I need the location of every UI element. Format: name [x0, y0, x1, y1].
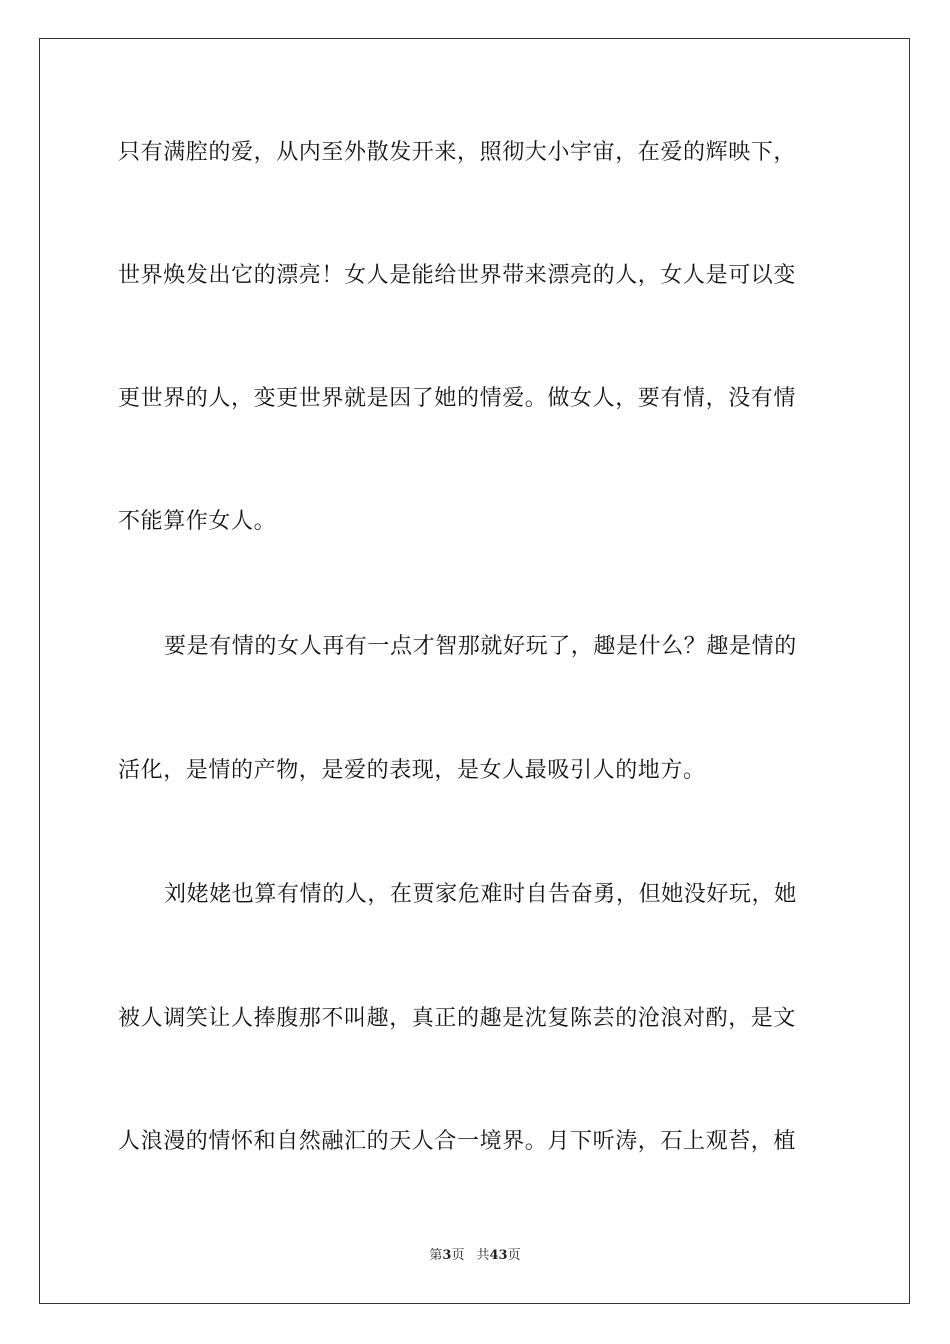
total-prefix: 共	[476, 1248, 490, 1263]
page-border	[39, 38, 910, 1304]
text-line-5: 要是有情的女人再有一点才智那就好玩了，趣是什么？趣是情的	[164, 634, 797, 659]
total-suffix: 页	[507, 1248, 521, 1263]
page-suffix: 页	[451, 1248, 465, 1263]
text-line-2: 世界焕发出它的漂亮！女人是能给世界带来漂亮的人，女人是可以变	[118, 263, 797, 288]
text-line-4: 不能算作女人。	[118, 509, 277, 534]
text-line-6: 活化，是情的产物，是爱的表现，是女人最吸引人的地方。	[118, 758, 706, 783]
page-footer	[0, 1247, 950, 1265]
text-line-8: 被人调笑让人捧腹那不叫趣，真正的趣是沈复陈芸的沧浪对酌，是文	[118, 1006, 797, 1031]
text-line-1: 只有满腔的爱，从内至外散发开来，照彻大小宇宙，在爱的辉映下，	[118, 140, 797, 165]
total-pages: 43	[489, 1248, 508, 1263]
text-line-7: 刘姥姥也算有情的人，在贾家危难时自告奋勇，但她没好玩，她	[164, 882, 797, 907]
page-prefix: 第	[429, 1248, 443, 1263]
text-line-9: 人浪漫的情怀和自然融汇的天人合一境界。月下听涛，石上观苔，植	[118, 1129, 797, 1154]
page-number: 3	[442, 1248, 452, 1263]
text-line-3: 更世界的人，变更世界就是因了她的情爱。做女人，要有情，没有情	[118, 386, 797, 411]
